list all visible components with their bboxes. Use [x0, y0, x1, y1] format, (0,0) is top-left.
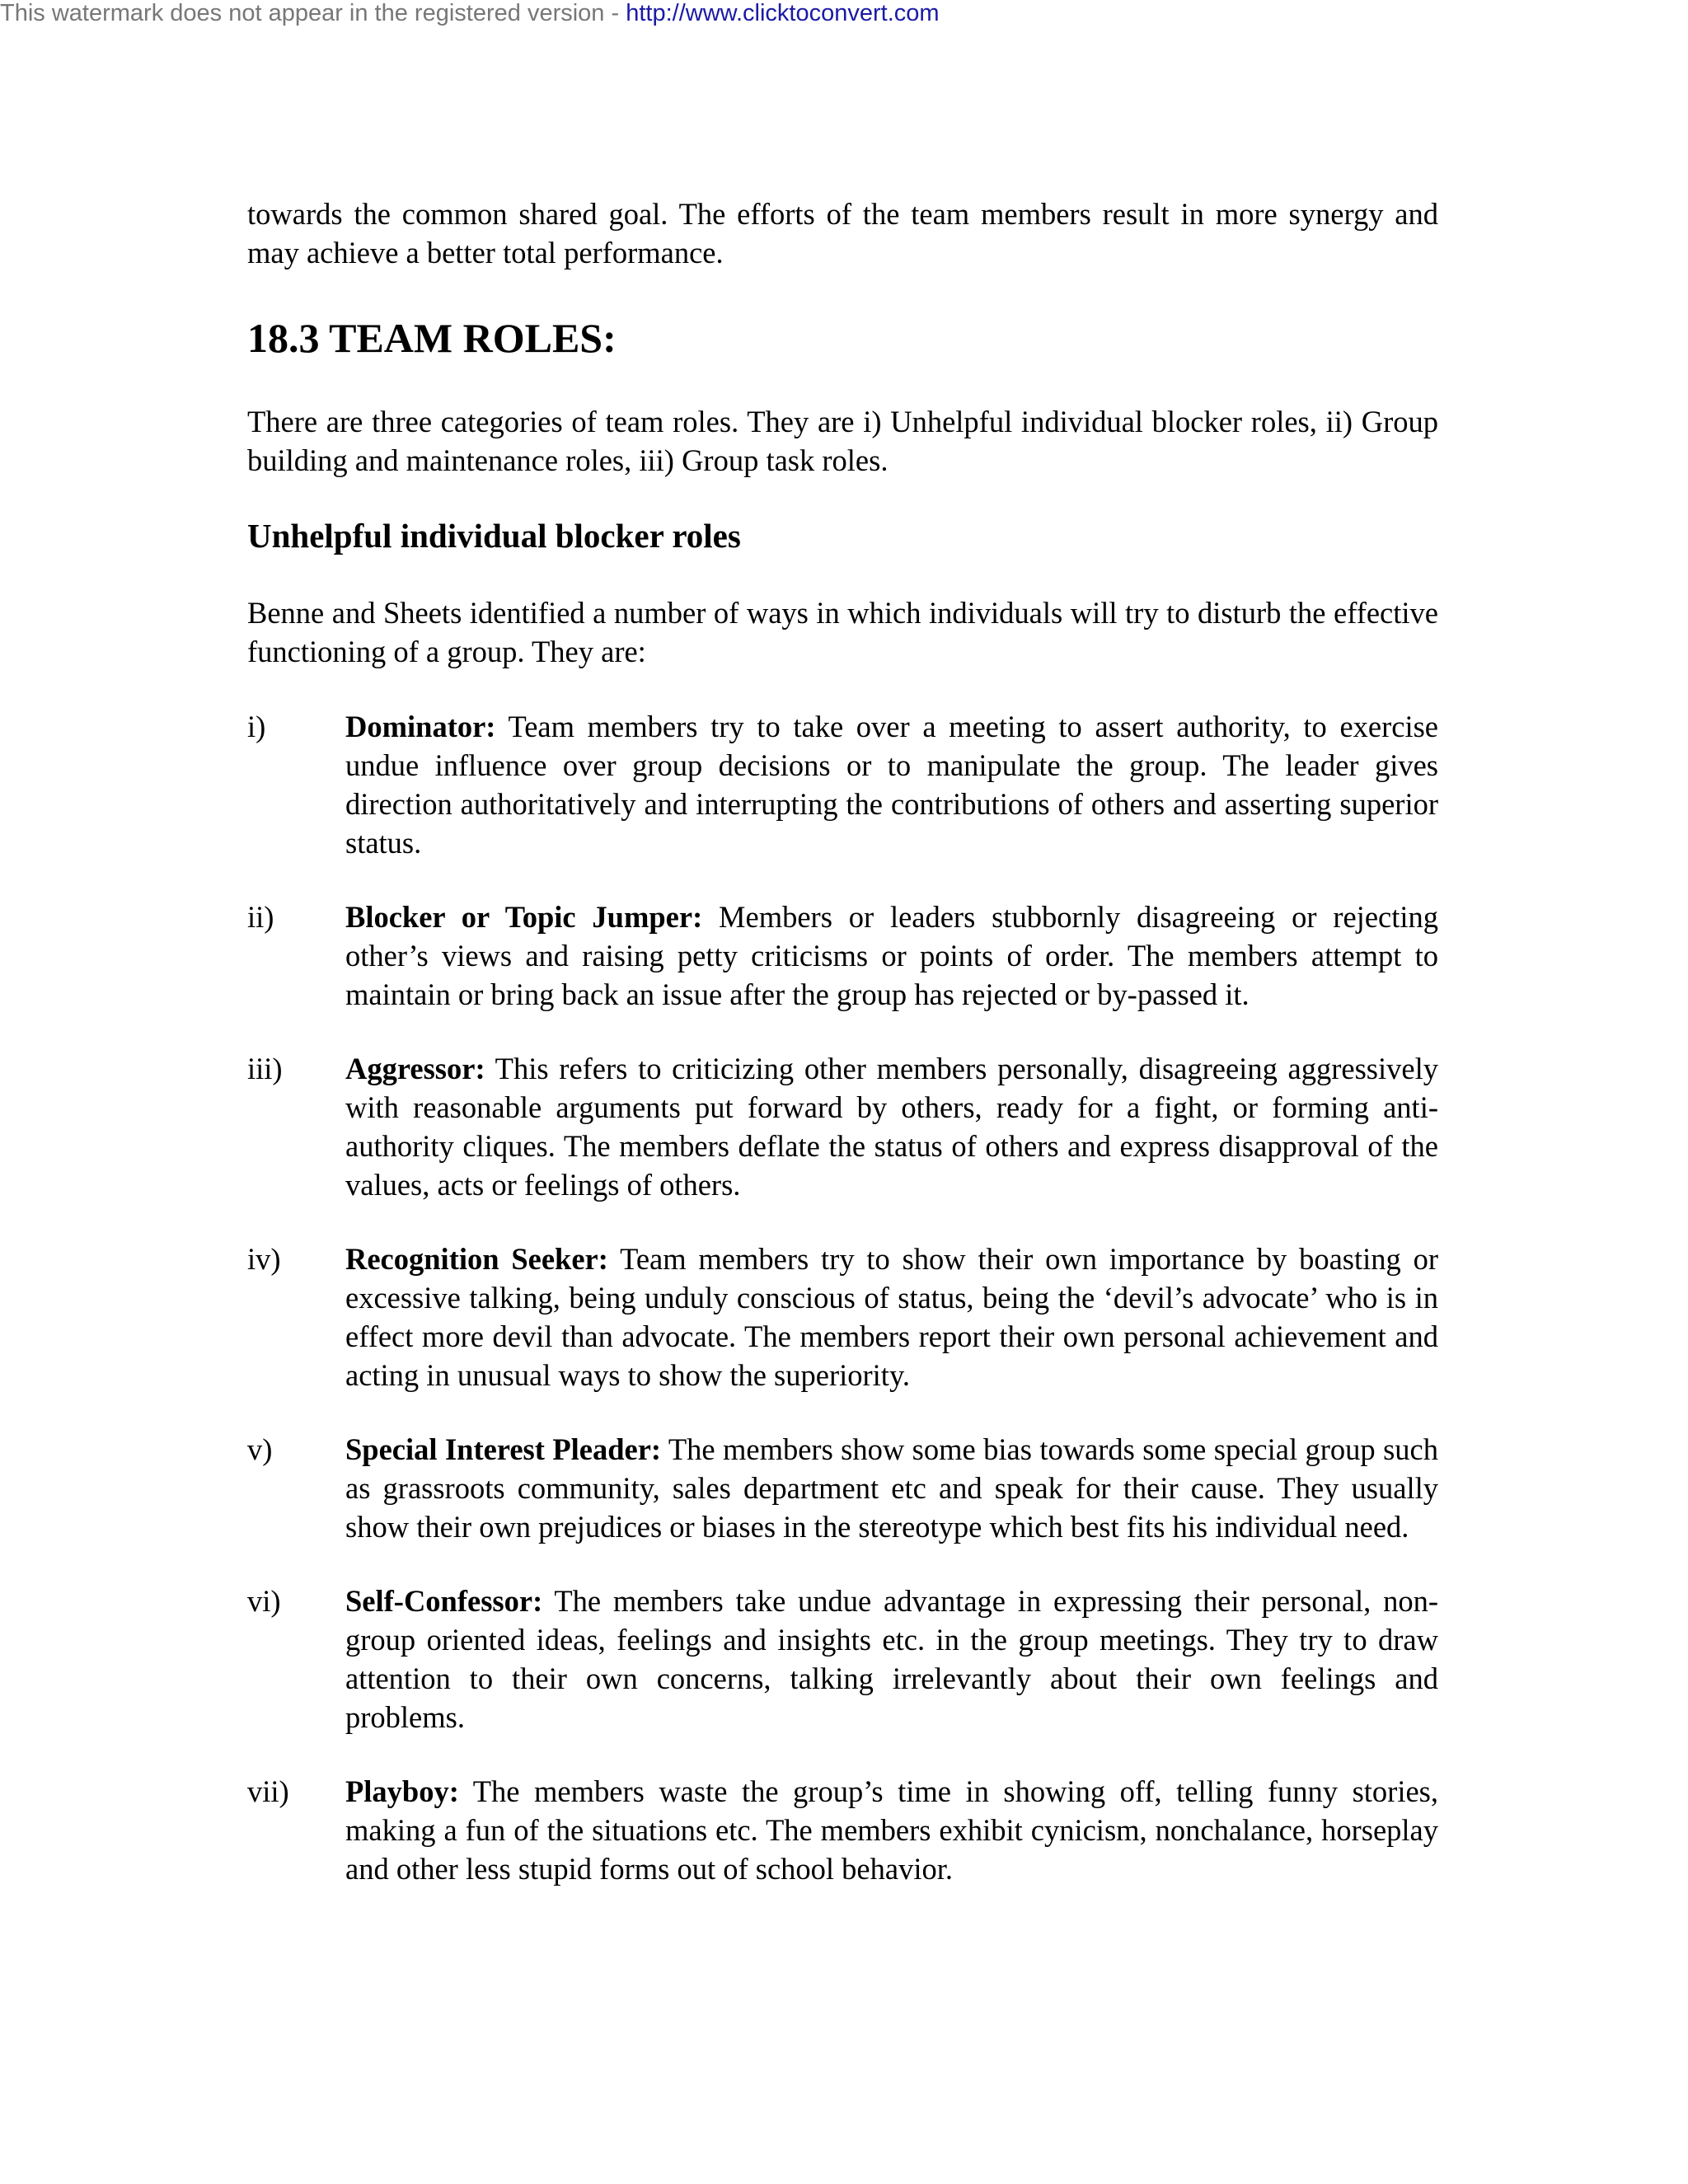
list-item-text: The members take undue advantage in expressing their personal, non-group oriented ideas, feelings and insights etc. in the group meetings. They try to draw attention to their own concerns, talking irrelevantly about their own feelings and problems.	[345, 1584, 1438, 1734]
list-item-number: v)	[247, 1432, 273, 1466]
list-item	[247, 1049, 1438, 1204]
list-item-body	[345, 1430, 1438, 1546]
subsection-title: Unhelpful individual blocker roles	[247, 517, 741, 555]
list-item-text: The members show some bias towards some special group such as grassroots community, sales department etc and speak for their cause. They usually show their own prejudices or biases in the stereotype which best fits his individual need.	[345, 1432, 1438, 1544]
watermark-text: This watermark does not appear in the registered version -	[0, 0, 626, 26]
list-item-body	[345, 898, 1438, 1014]
list-item-number: iii)	[247, 1052, 283, 1085]
list-item-number: iv)	[247, 1242, 281, 1276]
list-item-number: vi)	[247, 1584, 281, 1618]
blocker-roles-list	[247, 707, 1438, 1888]
list-item-text: Team members try to show their own importance by boasting or excessive talking, being unduly conscious of status, being the ‘devil’s advocate’ who is in effect more devil than advocate. The members report their own personal achievement and acting in unusual ways to show the superiority.	[345, 1242, 1439, 1392]
watermark-link[interactable]: http://www.clicktoconvert.com	[626, 0, 940, 26]
list-item	[247, 898, 1438, 1014]
list-item-number: ii)	[247, 900, 274, 934]
list-item-term: Aggressor:	[345, 1052, 485, 1085]
list-item	[247, 1772, 1438, 1888]
list-item-body	[345, 1772, 1438, 1888]
list-item-text: The members waste the group’s time in showing off, telling funny stories, making a fun of the situations etc. The members exhibit cynicism, nonchalance, horseplay and other less stupid forms out of school behavior.	[345, 1774, 1438, 1886]
list-item-number: vii)	[247, 1774, 289, 1808]
intro-paragraph: towards the common shared goal. The efforts of the team members result in more synergy and may achieve a better total performance.	[247, 197, 1438, 269]
list-item-text: Members or leaders stubbornly disagreeing or rejecting other’s views and raising petty criticisms or points of order. The members attempt to maintain or bring back an issue after the group has rejected or by-passed it.	[345, 900, 1439, 1011]
list-item-text: Team members try to take over a meeting to assert authority, to exercise undue influence over group decisions or to manipulate the group. The leader gives direction authoritatively and interrupting the contributions of others and asserting superior status.	[345, 710, 1438, 860]
list-item	[247, 1582, 1438, 1736]
list-item-term: Dominator:	[345, 710, 496, 743]
list-item-text: This refers to criticizing other members personally, disagreeing aggressively with reasonable arguments put forward by others, ready for a fight, or forming anti-authority cliques. The members deflate the status of others and express disapproval of the values, acts or feelings of others.	[345, 1052, 1438, 1202]
list-item-term: Recognition Seeker:	[345, 1242, 608, 1276]
list-item-body	[345, 1240, 1438, 1394]
categories-paragraph: There are three categories of team roles. They are i) Unhelpful individual blocker roles, ii) Group building and maintenance roles, iii) Group task roles.	[247, 405, 1438, 477]
list-item-term: Self-Confessor:	[345, 1584, 543, 1618]
watermark-notice	[0, 0, 940, 26]
list-item-body	[345, 1582, 1438, 1736]
list-item-term: Playboy:	[345, 1774, 459, 1808]
list-item-number: i)	[247, 710, 266, 743]
list-item	[247, 1430, 1438, 1546]
list-item-term: Special Interest Pleader:	[345, 1432, 662, 1466]
list-item-body	[345, 707, 1438, 862]
list-item-body	[345, 1049, 1438, 1204]
document-page	[247, 194, 1438, 1924]
benne-sheets-paragraph: Benne and Sheets identified a number of ways in which individuals will try to disturb the effective functioning of a group. They are:	[247, 596, 1438, 668]
list-item	[247, 1240, 1438, 1394]
section-title: 18.3 TEAM ROLES:	[247, 315, 617, 361]
list-item-term: Blocker or Topic Jumper:	[345, 900, 703, 934]
list-item	[247, 707, 1438, 862]
